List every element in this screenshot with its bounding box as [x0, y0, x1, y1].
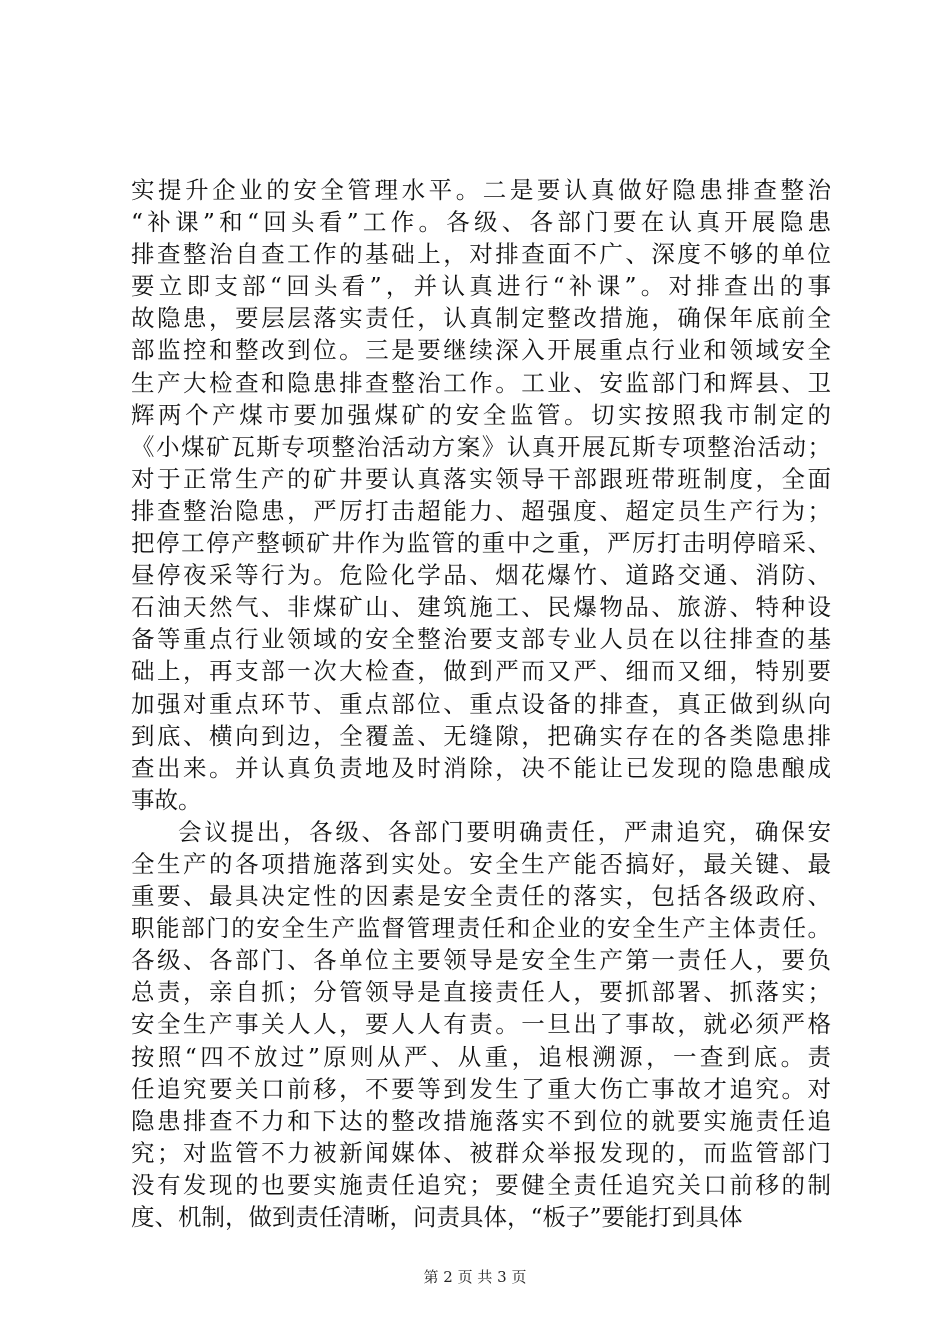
- paragraph: [131, 174, 831, 816]
- text-line: 要立即支部“回头看”，并认真进行“补课”。对排查出的事: [131, 272, 831, 301]
- text-line: 没有发现的也要实施责任追究；要健全责任追究关口前移的制: [131, 1170, 831, 1199]
- text-line: 全生产的各项措施落到实处。安全生产能否搞好，最关键、最: [131, 849, 831, 878]
- text-line: 会议提出，各级、各部门要明确责任，严肃追究，确保安: [178, 817, 831, 846]
- text-line: 排查整治隐患，严厉打击超能力、超强度、超定员生产行为；: [131, 496, 831, 525]
- text-line: 安全生产事关人人，要人人有责。一旦出了事故，就必须严格: [131, 1010, 831, 1039]
- text-line: 备等重点行业领域的安全整治要支部专业人员在以往排查的基: [131, 625, 831, 654]
- text-line: 部监控和整改到位。三是要继续深入开展重点行业和领域安全: [131, 336, 831, 365]
- text-line: 故隐患，要层层落实责任，认真制定整改措施，确保年底前全: [131, 304, 831, 333]
- text-line: 究；对监管不力被新闻媒体、被群众举报发现的，而监管部门: [131, 1138, 831, 1167]
- text-line: 把停工停产整顿矿井作为监管的重中之重，严厉打击明停暗采、: [131, 529, 831, 558]
- text-line: 对于正常生产的矿井要认真落实领导干部跟班带班制度，全面: [131, 464, 831, 493]
- text-line: 隐患排查不力和下达的整改措施落实不到位的就要实施责任追: [131, 1106, 831, 1135]
- text-line: 《小煤矿瓦斯专项整治活动方案》认真开展瓦斯专项整治活动；: [131, 432, 831, 461]
- text-line: 加强对重点环节、重点部位、重点设备的排查，真正做到纵向: [131, 689, 831, 718]
- paragraph: [131, 816, 831, 1233]
- text-line: 各级、各部门、各单位主要领导是安全生产第一责任人，要负: [131, 946, 831, 975]
- text-line: 职能部门的安全生产监督管理责任和企业的安全生产主体责任。: [131, 914, 831, 943]
- page-number-label: 第 2 页 共 3 页: [423, 1268, 527, 1286]
- text-line: 生产大检查和隐患排查整治工作。工业、安监部门和辉县、卫: [131, 368, 831, 397]
- text-line: 昼停夜采等行为。危险化学品、烟花爆竹、道路交通、消防、: [131, 561, 831, 590]
- text-line: 重要、最具决定性的因素是安全责任的落实，包括各级政府、: [131, 882, 831, 911]
- text-line: 实提升企业的安全管理水平。二是要认真做好隐患排查整治: [131, 176, 831, 204]
- text-line: 总责，亲自抓；分管领导是直接责任人，要抓部署、抓落实；: [131, 978, 831, 1007]
- text-line: “补课”和“回头看”工作。各级、各部门要在认真开展隐患: [131, 208, 831, 237]
- text-line: 排查整治自查工作的基础上，对排查面不广、深度不够的单位: [131, 240, 831, 269]
- text-line: 到底、横向到边，全覆盖、无缝隙，把确实存在的各类隐患排: [131, 721, 831, 750]
- document-body: [131, 174, 831, 1233]
- text-line: 任追究要关口前移，不要等到发生了重大伤亡事故才追究。对: [131, 1074, 831, 1103]
- text-line: 辉两个产煤市要加强煤矿的安全监管。切实按照我市制定的: [131, 400, 831, 429]
- text-line: 查出来。并认真负责地及时消除，决不能让已发现的隐患酿成: [131, 753, 831, 782]
- text-line: 事故。: [131, 785, 202, 814]
- text-line: 础上，再支部一次大检查，做到严而又严、细而又细，特别要: [131, 657, 831, 686]
- text-line: 度、机制，做到责任清晰，问责具体，“板子”要能打到具体: [131, 1203, 743, 1231]
- text-line: 按照“四不放过”原则从严、从重，追根溯源，一查到底。责: [131, 1042, 831, 1071]
- text-line: 石油天然气、非煤矿山、建筑施工、民爆物品、旅游、特种设: [131, 593, 831, 622]
- page-footer: [0, 1266, 950, 1287]
